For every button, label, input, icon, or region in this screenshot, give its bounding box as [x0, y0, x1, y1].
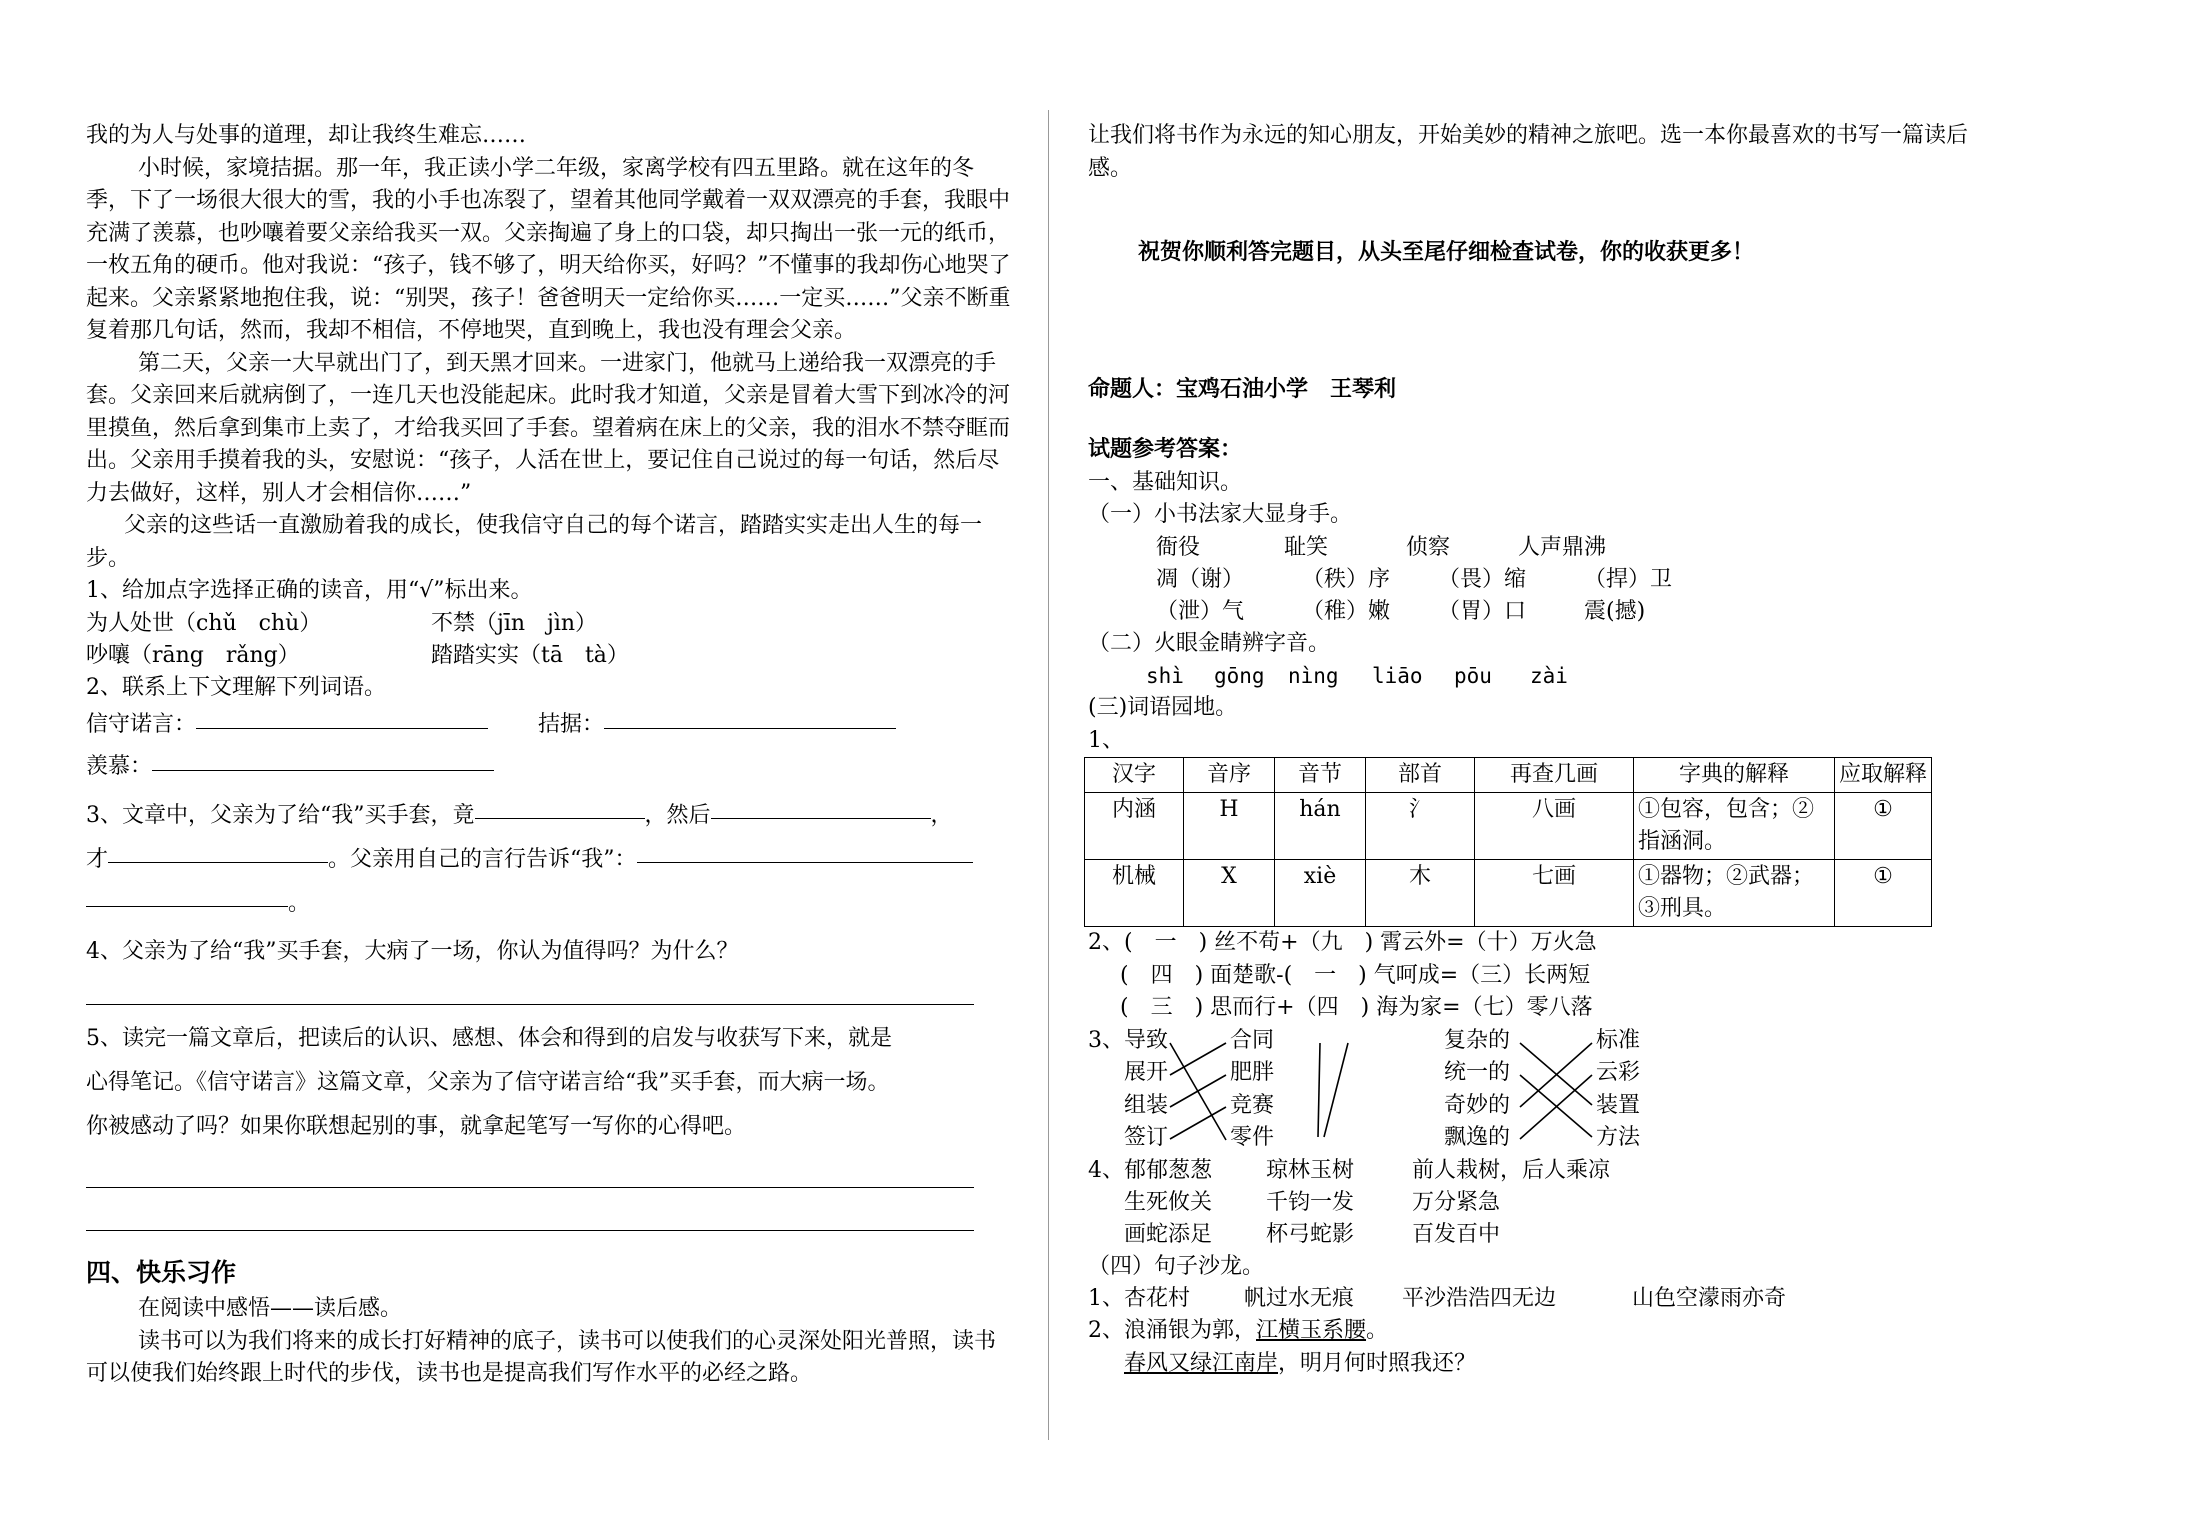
table-header: 再查几画: [1475, 758, 1634, 793]
match-word: 奇妙的: [1444, 1092, 1511, 1118]
answer-number: 4、: [1088, 1157, 1124, 1183]
question-2-line: [86, 746, 1016, 788]
table-cell: ①器物；②武器；③刑具。: [1634, 860, 1835, 927]
answer-word: （畏）缩: [1438, 566, 1527, 592]
answer-blank[interactable]: [152, 746, 494, 771]
pinyin: liāo: [1372, 664, 1423, 688]
question-5: 5、读完一篇文章后，把读后的认识、感想、体会和得到的启发与收获写下来，就是: [86, 1026, 892, 1051]
match-line: [1318, 1043, 1320, 1137]
paragraph: 让我们将书作为永远的知心朋友，开始美妙的精神之旅吧。选一本你最喜欢的书写一篇读后感。: [1088, 123, 1969, 181]
answer-word: 杯弓蛇影: [1266, 1221, 1355, 1247]
answer-word: 郁郁葱葱: [1124, 1157, 1213, 1183]
pinyin-option[interactable]: 吵嚷（rāng rǎng）: [86, 642, 300, 668]
paragraph: 小时候，家境拮据。那一年，我正读小学二年级，家离学校有四五里路。就在这年的冬季，下了一场很大很大的雪，我的小手也冻裂了，望着其他同学戴着一双双漂亮的手套，我眼中充满了羡慕，也吵嚷着要父亲给我买一双。父亲掏遍了身上的口袋，却只掏出一张一元的纸币，一枚五角的硬币。他对我说：“孩子，钱不够了，明天给你买，好吗？”不懂事的我却伤心地哭了起来。父亲紧紧地抱住我，说：“别哭，孩子！爸爸明天一定给你买……一定买……”父亲不断重复着那几句话，然而，我却不相信，不停地哭，直到晚上，我也没有理会父亲。: [86, 155, 1011, 343]
question-3-line: [86, 882, 1016, 926]
answer-heading: （四）句子沙龙。: [1088, 1253, 1265, 1279]
answer-blank[interactable]: [604, 704, 896, 729]
answer-word: 凋（谢）: [1156, 566, 1245, 592]
pinyin-option[interactable]: 为人处世（chǔ chù）: [86, 610, 322, 636]
question-4: 4、父亲为了给“我”买手套，大病了一场，你认为值得吗？为什么？: [86, 939, 739, 964]
answer-blank[interactable]: [475, 794, 645, 819]
answer-heading: （一）小书法家大显身手。: [1088, 502, 1353, 527]
pinyin-row: [1088, 660, 2108, 692]
answer-word: 人声鼎沸: [1518, 534, 1607, 560]
answer-word: （秩）序: [1302, 566, 1391, 592]
table-row: [1085, 860, 1932, 927]
table-cell: ①包容，包含；②指涵洞。: [1634, 793, 1835, 860]
term-label: 拮据：: [538, 712, 605, 737]
table-cell: 氵: [1366, 793, 1475, 860]
answer-word: 琼林玉树: [1266, 1157, 1355, 1183]
answer-line[interactable]: [86, 1187, 974, 1188]
table-cell: xiè: [1275, 860, 1366, 927]
answers-title: 试题参考答案：: [1088, 437, 1243, 462]
answer-text: 2、浪涌银为郭，: [1088, 1318, 1256, 1343]
answer-blank[interactable]: [637, 838, 973, 863]
matching-lines: [1088, 1025, 1708, 1155]
answer-heading: （二）火眼金睛辨字音。: [1088, 630, 1331, 656]
pinyin: zài: [1530, 664, 1568, 688]
section-heading: 四、快乐习作: [86, 1258, 237, 1287]
underlined-answer: 江横玉系腰: [1256, 1318, 1367, 1343]
table-cell: X: [1184, 860, 1275, 927]
answer-blank[interactable]: [196, 704, 488, 729]
answer-heading: 一、基础知识。: [1088, 469, 1243, 495]
question-3-text: ，: [930, 803, 953, 828]
answer-number: 3、: [1088, 1027, 1124, 1053]
question-3-line: [86, 838, 1016, 882]
answer-number: 1、: [1088, 1286, 1124, 1311]
left-column: [86, 120, 1016, 1391]
table-header: 应取解释: [1835, 758, 1932, 793]
answer-row: [1088, 596, 2108, 628]
question-2: 2、联系上下文理解下列词语。: [86, 674, 386, 700]
match-word: 统一的: [1444, 1060, 1511, 1085]
paragraph: 在阅读中感悟——读后感。: [138, 1296, 403, 1321]
table-header: 音序: [1184, 758, 1275, 793]
answer-blank[interactable]: [108, 838, 328, 863]
answer-word: 震(撼): [1584, 598, 1646, 624]
paragraph: 父亲的这些话一直激励着我的成长，使我信守自己的每个诺言，踏踏实实走出人生的每一步。: [86, 513, 983, 571]
answer-line[interactable]: [86, 1230, 974, 1231]
question-1: 1、给加点字选择正确的读音，用“√”标出来。: [86, 578, 533, 603]
answer-line: [1088, 1315, 2108, 1348]
dictionary-table: [1084, 757, 1932, 927]
answer-word: （胃）口: [1438, 598, 1527, 624]
answer-word: 衙役: [1156, 534, 1201, 560]
pinyin: gōng: [1214, 664, 1265, 688]
idiom-equation: 2、( 一 ) 丝不苟+（九 ) 霄云外=（十）万火急: [1088, 930, 1597, 955]
answer-row: [1088, 532, 2108, 564]
matching-exercise: [1088, 1025, 2108, 1155]
congrats-line: 祝贺你顺利答完题目，从头至尾仔细检查试卷，你的收获更多！: [1138, 240, 1755, 265]
paragraph: 第二天，父亲一大早就出门了，到天黑才回来。一进家门，他就马上递给我一双漂亮的手套。父亲回来后就病倒了，一连几天也没能起床。此时我才知道，父亲是冒着大雪下到冰冷的河里摸鱼，然后拿到集市上卖了，才给我买回了手套。望着病在床上的父亲，我的泪水不禁夺眶而出。父亲用手摸着我的头，安慰说：“孩子，人活在世上，要记住自己说过的每一句话，然后尽力去做好，这样，别人才会相信你……”: [86, 350, 1011, 506]
table-cell: 木: [1366, 860, 1475, 927]
answer-word: （捍）卫: [1584, 566, 1673, 592]
answer-blank[interactable]: [86, 882, 288, 907]
table-cell: 八画: [1475, 793, 1634, 860]
term-label: 信守诺言：: [86, 712, 197, 737]
table-cell: 内涵: [1085, 793, 1184, 860]
match-word: 飘逸的: [1444, 1125, 1511, 1150]
answer-word: 平沙浩浩四无边: [1402, 1286, 1557, 1311]
match-word: 零件: [1230, 1125, 1275, 1150]
table-cell: hán: [1275, 793, 1366, 860]
table-cell: ①: [1835, 793, 1932, 860]
pinyin-option[interactable]: 踏踏实实（tā tà）: [431, 642, 629, 668]
answer-line[interactable]: [86, 1004, 974, 1005]
match-word: 竞赛: [1230, 1092, 1275, 1118]
table-cell: ①: [1835, 860, 1932, 927]
match-word: 复杂的: [1444, 1027, 1511, 1053]
table-cell: 七画: [1475, 860, 1634, 927]
answer-row: [1088, 1283, 2108, 1315]
table-header: 汉字: [1085, 758, 1184, 793]
match-word: 组装: [1124, 1092, 1169, 1118]
match-word: 装置: [1596, 1092, 1641, 1118]
answer-row: [1088, 1219, 2108, 1251]
answer-row: [1088, 1155, 2108, 1187]
answer-word: 帆过水无痕: [1244, 1286, 1355, 1311]
match-word: 云彩: [1596, 1060, 1641, 1085]
match-line: [1170, 1107, 1226, 1139]
match-word: 导致: [1124, 1027, 1169, 1053]
table-header: 部首: [1366, 758, 1475, 793]
match-line: [1324, 1043, 1348, 1137]
match-word: 标准: [1596, 1027, 1641, 1053]
table-cell: H: [1184, 793, 1275, 860]
answer-line: [1088, 1348, 2108, 1381]
question-1-options: [86, 608, 1016, 640]
answer-word: 山色空濛雨亦奇: [1632, 1286, 1787, 1311]
question-3-text: ，然后: [644, 803, 711, 828]
table-header: 音节: [1275, 758, 1366, 793]
column-divider: [1048, 110, 1049, 1440]
author-line: 命题人：宝鸡石油小学 王琴利: [1088, 376, 1397, 402]
answer-word: （泄）气: [1156, 598, 1245, 624]
match-word: 合同: [1230, 1027, 1275, 1053]
paragraph: 读书可以为我们将来的成长打好精神的底子，读书可以使我们的心灵深处阳光普照，读书可以使我们始终跟上时代的步伐，读书也是提高我们写作水平的必经之路。: [86, 1328, 997, 1386]
question-3-text: 才: [86, 847, 109, 872]
answer-word: 杏花村: [1124, 1286, 1191, 1311]
answer-word: 前人栽树，后人乘凉: [1412, 1157, 1611, 1183]
answer-word: 画蛇添足: [1124, 1221, 1213, 1247]
answer-row: [1088, 564, 2108, 596]
idiom-equation: ( 三 ) 思而行+（四 ) 海为家=（七）零八落: [1120, 995, 1593, 1020]
term-label: 羡慕：: [86, 754, 153, 779]
answer-row: [1088, 1187, 2108, 1219]
answer-heading: (三)词语园地。: [1088, 695, 1238, 720]
question-5: 心得笔记。《信守诺言》这篇文章，父亲为了信守诺言给“我”买手套，而大病一场。: [86, 1070, 890, 1095]
question-3-text: 。: [288, 891, 311, 916]
question-3-text: 3、文章中，父亲为了给“我”买手套，竟: [86, 803, 475, 828]
match-word: 展开: [1124, 1060, 1169, 1085]
right-column: [1088, 120, 2108, 1380]
table-cell: 机械: [1085, 860, 1184, 927]
pinyin: pōu: [1454, 664, 1492, 688]
question-5: 你被感动了吗？如果你联想起别的事，就拿起笔写一写你的心得吧。: [86, 1114, 747, 1139]
question-3-text: 。父亲用自己的言行告诉“我”：: [328, 847, 637, 872]
question-3-line: [86, 794, 1016, 838]
table-header: 字典的解释: [1634, 758, 1835, 793]
answer-word: 侦察: [1406, 534, 1451, 560]
idiom-equation: ( 四 ) 面楚歌-( 一 ) 气呵成=（三）长两短: [1120, 962, 1591, 988]
answer-word: 万分紧急: [1412, 1189, 1501, 1215]
pinyin: nìng: [1288, 664, 1339, 688]
table-header-row: [1085, 758, 1932, 793]
match-word: 方法: [1596, 1125, 1641, 1150]
answer-text: 。: [1366, 1318, 1389, 1343]
match-line: [1170, 1075, 1226, 1107]
question-1-options: [86, 640, 1016, 672]
paragraph: 我的为人与处事的道理，却让我终生难忘……: [86, 123, 527, 148]
underlined-answer: 春风又绿江南岸: [1124, 1350, 1279, 1376]
answer-word: 生死攸关: [1124, 1189, 1213, 1215]
answer-text: ，明月何时照我还？: [1278, 1350, 1477, 1376]
question-2-line: [86, 704, 1016, 746]
match-word: 肥胖: [1230, 1060, 1275, 1085]
table-row: [1085, 793, 1932, 860]
answer-word: 耻笑: [1284, 534, 1329, 560]
answer-blank[interactable]: [711, 794, 931, 819]
answer-number: 1、: [1088, 727, 1124, 753]
pinyin-option[interactable]: 不禁（jīn jìn）: [431, 610, 598, 636]
pinyin: shì: [1146, 664, 1184, 688]
answer-word: 百发百中: [1412, 1221, 1501, 1247]
answer-word: 千钧一发: [1266, 1189, 1355, 1215]
match-word: 签订: [1124, 1125, 1169, 1150]
answer-word: （稚）嫩: [1302, 598, 1391, 624]
